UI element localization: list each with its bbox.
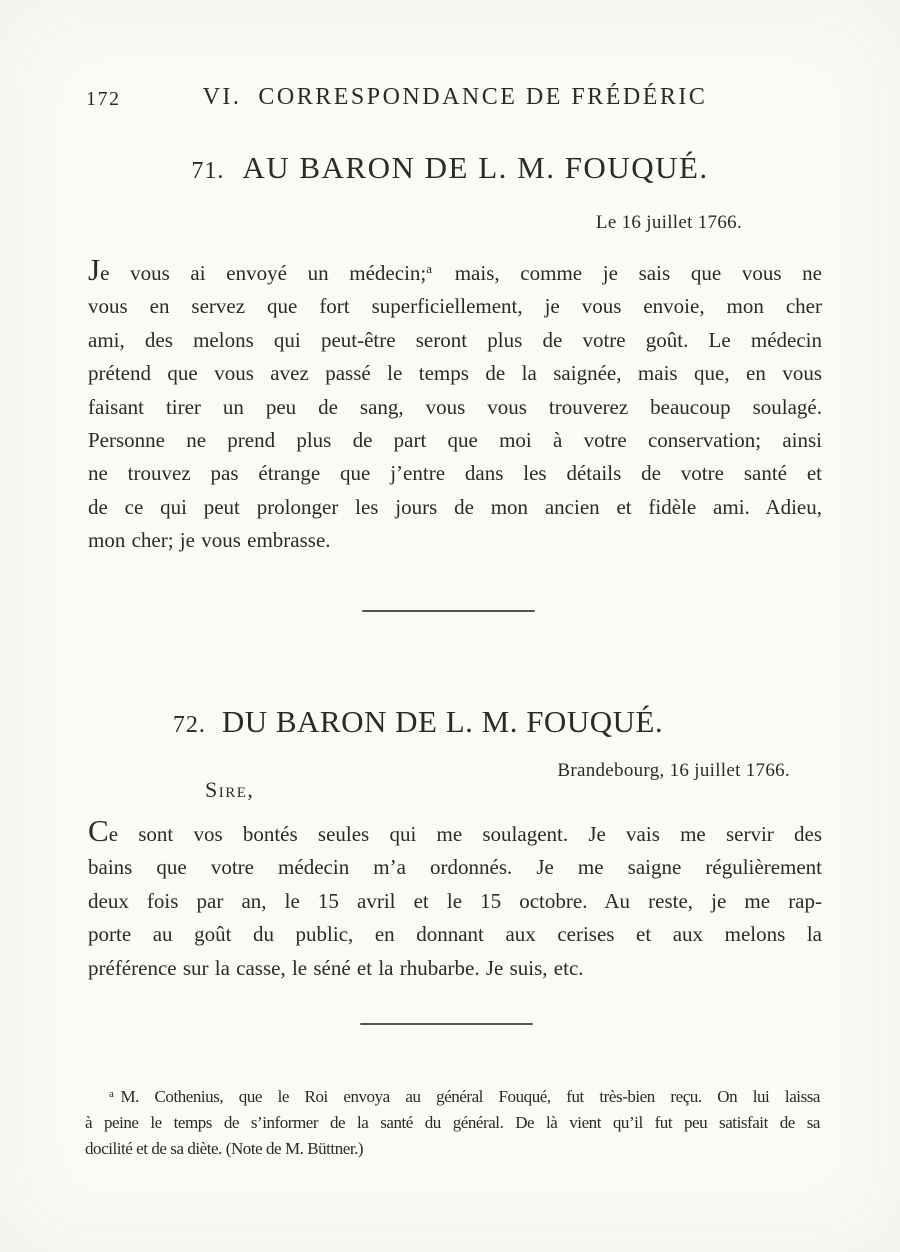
letter-72-title: DU BARON DE L. M. FOUQUÉ. bbox=[221, 704, 664, 739]
letter-71-body bbox=[88, 252, 822, 558]
letter-71-number: 71. bbox=[191, 158, 225, 184]
footnote-marker: a bbox=[109, 1088, 114, 1100]
letter-72-dateline: Brandebourg, 16 juillet 1766. bbox=[557, 760, 790, 781]
body-line-text: mais, comme je sais que vous ne bbox=[434, 261, 822, 285]
letter-71-heading bbox=[0, 150, 900, 186]
running-head: VI. CORRESPONDANCE DE FRÉDÉRIC bbox=[202, 84, 708, 110]
body-line: ami, des melons qui peut-être seront plus de votre goût. Le médecin bbox=[88, 327, 822, 352]
body-line bbox=[88, 252, 822, 290]
footnote-reference: a bbox=[426, 261, 433, 276]
page-number: 172 bbox=[86, 88, 121, 110]
body-line: mon cher; je vous embrasse. bbox=[88, 528, 331, 553]
body-line-text: Je vous ai envoyé un médecin; bbox=[88, 252, 427, 287]
letter-71-dateline: Le 16 juillet 1766. bbox=[595, 212, 742, 233]
footnote-divider bbox=[360, 1023, 533, 1025]
body-line: deux fois par an, le 15 avril et le 15 octobre. Au reste, je me rap- bbox=[88, 888, 822, 913]
body-line: Ce sont vos bontés seules qui me soulagent. Je vais me servir des bbox=[88, 813, 822, 848]
body-line: faisant tirer un peu de sang, vous vous trouverez beaucoup soulagé. bbox=[88, 394, 822, 419]
body-line: Personne ne prend plus de part que moi à votre conservation; ainsi bbox=[88, 427, 822, 452]
footnote-line: à peine le temps de s’informer de la santé du général. De là vient qu’il fut peu satisfait de sa bbox=[85, 1113, 820, 1132]
body-line: ne trouvez pas étrange que j’entre dans les détails de votre santé et bbox=[88, 461, 822, 486]
section-divider bbox=[362, 610, 535, 612]
letter-72-body bbox=[88, 813, 822, 985]
body-line: bains que votre médecin m’a ordonnés. Je me saigne régulièrement bbox=[88, 855, 822, 880]
letter-72-heading bbox=[0, 704, 868, 740]
body-line: prétend que vous avez passé le temps de la saignée, mais que, en vous bbox=[88, 361, 822, 386]
footnote bbox=[85, 1084, 820, 1162]
letter-72-number: 72. bbox=[172, 712, 206, 738]
letter-71-title: AU BARON DE L. M. FOUQUÉ. bbox=[242, 150, 709, 185]
letter-72-salutation: Sire, bbox=[205, 777, 255, 802]
footnote-line: docilité et de sa diète. (Note de M. Büttner.) bbox=[85, 1139, 364, 1158]
body-line: porte au goût du public, en donnant aux cerises et aux melons la bbox=[88, 922, 822, 947]
body-line: préférence sur la casse, le séné et la rhubarbe. Je suis, etc. bbox=[88, 955, 584, 980]
footnote-line-text: M. Cothenius, que le Roi envoya au général Fouqué, fut très-bien reçu. On lui laissa bbox=[120, 1087, 820, 1106]
footnote-line bbox=[85, 1084, 820, 1110]
body-line: vous en servez que fort superficiellement, je vous envoie, mon cher bbox=[88, 294, 822, 319]
body-line: de ce qui peut prolonger les jours de mon ancien et fidèle ami. Adieu, bbox=[88, 494, 822, 519]
